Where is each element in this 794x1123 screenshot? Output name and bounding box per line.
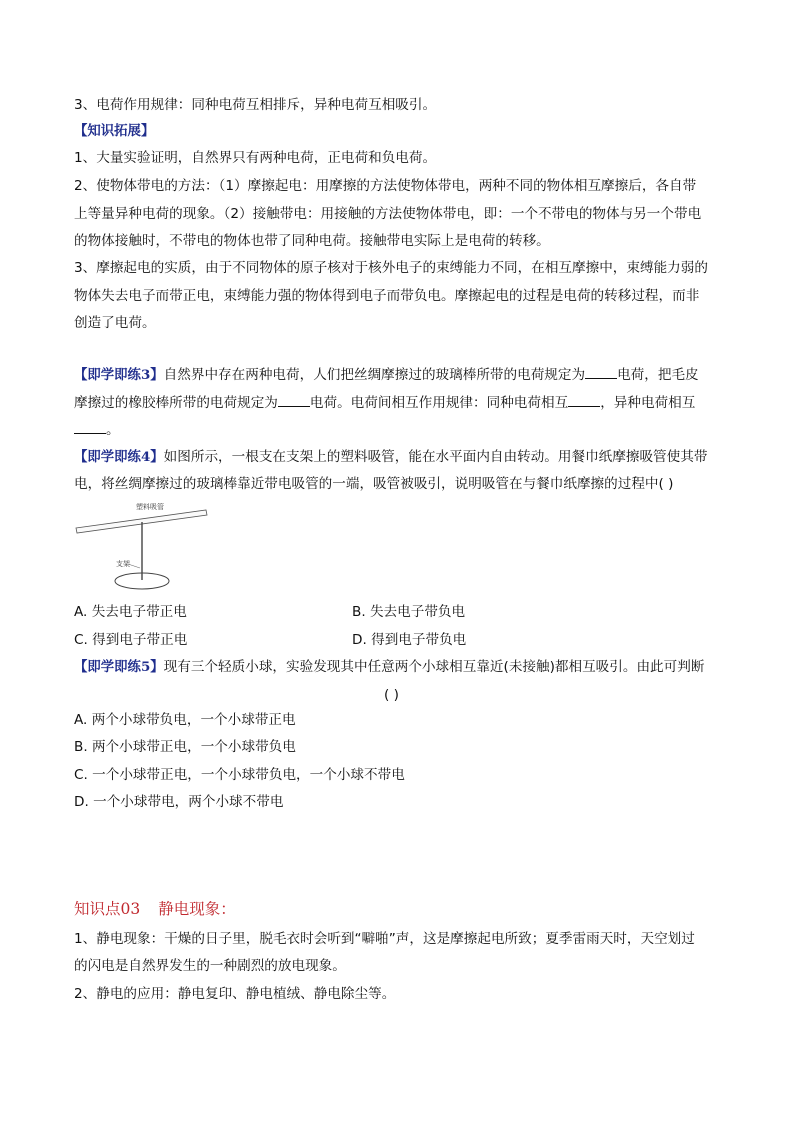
extension-tag: 【知识拓展】 <box>74 123 155 139</box>
practice-5-option-d[interactable]: D. 一个小球带电，两个小球不带电 <box>74 794 284 810</box>
extension-paragraph-2-line-2: 上等量异种电荷的现象。（2）接触带电：用接触的方法使物体带电，即：一个不带电的物体与另一个带电 <box>74 206 702 222</box>
stand-label: 支架 <box>116 560 130 568</box>
practice-5-option-c[interactable]: C. 一个小球带正电，一个小球带负电，一个小球不带电 <box>74 767 405 783</box>
section-title: 静电现象： <box>158 900 236 918</box>
charge-rule-line: 3、电荷作用规律：同种电荷互相排斥，异种电荷互相吸引。 <box>74 97 437 113</box>
practice-3-line-3 <box>74 421 726 439</box>
extension-paragraph-2-line-1: 2、使物体带电的方法：（1）摩擦起电：用摩擦的方法使物体带电，两种不同的物体相互摩擦后，各自带 <box>74 178 697 194</box>
extension-paragraph-1: 1、大量实验证明，自然界只有两种电荷，正电荷和负电荷。 <box>74 150 437 166</box>
practice-5-answer-paren: ( ) <box>384 687 399 703</box>
extension-paragraph-3-line-3: 创造了电荷。 <box>74 315 156 331</box>
static-paragraph-2: 2、静电的应用：静电复印、静电植绒、静电除尘等。 <box>74 986 396 1002</box>
practice-4-tag: 【即学即练4】 <box>74 449 164 465</box>
practice-3-tag: 【即学即练3】 <box>74 367 164 383</box>
practice-3-text-3: 。 <box>106 422 120 438</box>
practice-3-text-1a: 自然界中存在两种电荷，人们把丝绸摩擦过的玻璃棒所带的电荷规定为 <box>163 367 586 383</box>
practice-4-option-d[interactable]: D. 得到电子带负电 <box>352 632 467 648</box>
practice-4-option-c[interactable]: C. 得到电子带正电 <box>74 632 188 648</box>
practice-5-line-1 <box>74 658 726 676</box>
practice-4-option-b[interactable]: B. 失去电子带负电 <box>352 604 466 620</box>
static-paragraph-1-line-2: 的闪电是自然界发生的一种剧烈的放电现象。 <box>74 958 346 974</box>
knowledge-extension-header <box>74 122 726 140</box>
static-paragraph-1-line-1: 1、静电现象：干燥的日子里，脱毛衣时会听到“噼啪”声，这是摩擦起电所致；夏季雷雨天时，天空划过 <box>74 931 695 947</box>
extension-paragraph-3-line-2: 物体失去电子而带正电，束缚能力强的物体得到电子而带负电。摩擦起电的过程是电荷的转移过程，而非 <box>74 288 700 304</box>
practice-3-line-2 <box>74 394 726 412</box>
section-number: 知识点03 <box>74 900 141 918</box>
straw-on-stand-diagram <box>74 500 214 594</box>
practice-4-text-1: 如图所示，一根支在支架上的塑料吸管，能在水平面内自由转动。用餐巾纸摩擦吸管使其带 <box>163 449 708 465</box>
practice-4-line-2: 电，将丝绸摩擦过的玻璃棒靠近带电吸管的一端，吸管被吸引，说明吸管在与餐巾纸摩擦的过程中( ) <box>74 476 674 492</box>
extension-paragraph-2-line-3: 的物体接触时，不带电的物体也带了同种电荷。接触带电实际上是电荷的转移。 <box>74 233 550 249</box>
answer-blank[interactable] <box>568 394 600 407</box>
practice-3-text-2b: 电荷。电荷间相互作用规律：同种电荷相互 <box>309 395 569 411</box>
extension-paragraph-3-line-1: 3、摩擦起电的实质，由于不同物体的原子核对于核外电子的束缚能力不同，在相互摩擦中，束缚能力弱的 <box>74 260 708 276</box>
answer-blank[interactable] <box>278 394 310 407</box>
practice-3-line-1 <box>74 366 726 384</box>
practice-3-text-2c: ，异种电荷相互 <box>600 395 696 411</box>
practice-4-option-a[interactable]: A. 失去电子带正电 <box>74 604 187 620</box>
section-03-heading <box>74 898 236 920</box>
practice-4-line-1 <box>74 448 726 466</box>
answer-blank[interactable] <box>74 421 106 434</box>
straw-label: 塑料吸管 <box>136 503 164 511</box>
practice-5-option-a[interactable]: A. 两个小球带负电，一个小球带正电 <box>74 712 296 728</box>
straw-on-stand-figure <box>74 500 214 594</box>
answer-blank[interactable] <box>585 366 617 379</box>
practice-5-tag: 【即学即练5】 <box>74 659 164 675</box>
practice-5-option-b[interactable]: B. 两个小球带正电，一个小球带负电 <box>74 739 296 755</box>
practice-3-text-1b: 电荷，把毛皮 <box>617 367 699 383</box>
practice-5-text-1: 现有三个轻质小球，实验发现其中任意两个小球相互靠近(未接触)都相互吸引。由此可判断 <box>163 659 705 675</box>
practice-3-text-2a: 摩擦过的橡胶棒所带的电荷规定为 <box>74 395 278 411</box>
